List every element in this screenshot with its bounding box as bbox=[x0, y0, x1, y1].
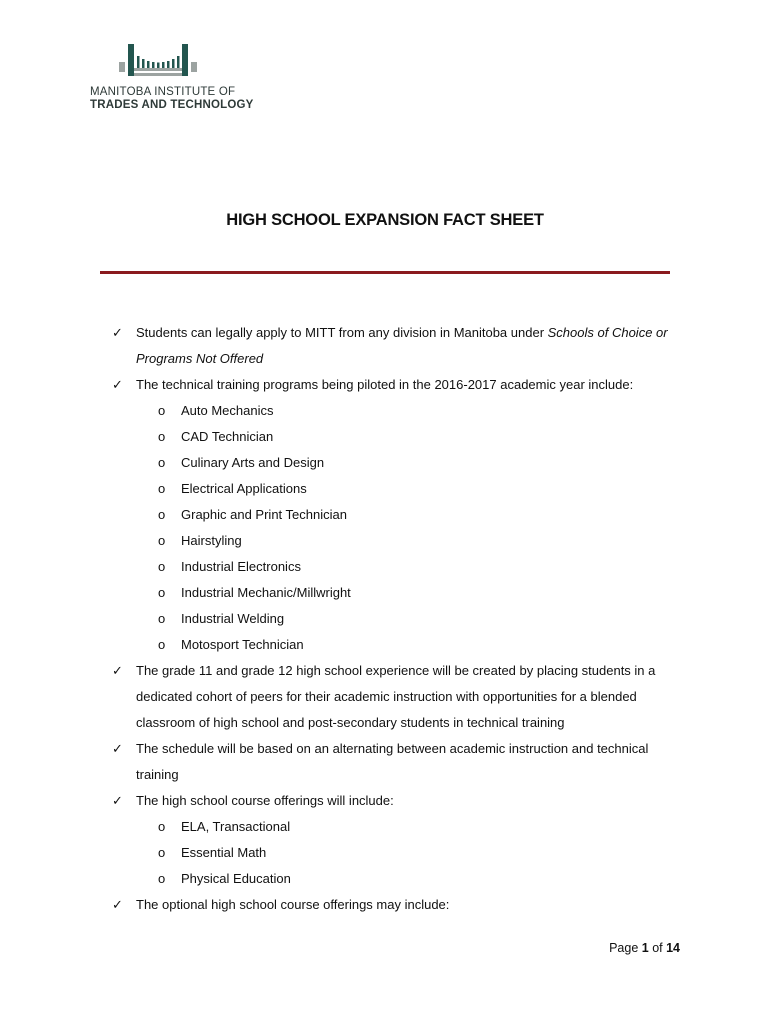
sub-list-item bbox=[0, 528, 770, 554]
fact-list bbox=[0, 320, 770, 918]
checkmark-icon: ✓ bbox=[112, 897, 123, 912]
circle-bullet-icon: o bbox=[158, 611, 166, 626]
circle-bullet-icon: o bbox=[158, 455, 166, 470]
circle-bullet-icon: o bbox=[158, 481, 166, 496]
list-item-text: The optional high school course offerings may include: bbox=[136, 897, 450, 912]
title-divider bbox=[100, 271, 670, 274]
page-footer bbox=[609, 941, 680, 955]
sub-list-item-text: Physical Education bbox=[181, 871, 291, 886]
sub-list-item-text: Motosport Technician bbox=[181, 637, 304, 652]
list-item-text: dedicated cohort of peers for their academic instruction with opportunities for a blended bbox=[136, 689, 637, 704]
page-total: 14 bbox=[666, 941, 680, 955]
circle-bullet-icon: o bbox=[158, 403, 166, 418]
circle-bullet-icon: o bbox=[158, 585, 166, 600]
sub-list-item-text: Industrial Electronics bbox=[181, 559, 301, 574]
page-number: 1 bbox=[641, 941, 649, 955]
list-item-text: The high school course offerings will include: bbox=[136, 793, 394, 808]
sub-list-item-text: Industrial Mechanic/Millwright bbox=[181, 585, 351, 600]
list-item-text: training bbox=[136, 767, 179, 782]
sub-list-item bbox=[0, 424, 770, 450]
circle-bullet-icon: o bbox=[158, 507, 166, 522]
sub-list-item bbox=[0, 606, 770, 632]
sub-list-item-text: Culinary Arts and Design bbox=[181, 455, 325, 470]
list-item bbox=[0, 372, 770, 398]
sub-list-item-text: Electrical Applications bbox=[181, 481, 307, 496]
circle-bullet-icon: o bbox=[158, 819, 166, 834]
list-item-italic: Schools of Choice or bbox=[547, 325, 668, 340]
list-item-continuation bbox=[0, 346, 770, 372]
checkmark-icon: ✓ bbox=[112, 663, 123, 678]
sub-list-item bbox=[0, 502, 770, 528]
sub-list-item-text: Industrial Welding bbox=[181, 611, 285, 626]
list-item bbox=[0, 892, 770, 918]
logo-text-line1: MANITOBA INSTITUTE OF bbox=[90, 86, 236, 98]
list-item-text: The technical training programs being piloted in the 2016-2017 academic year include: bbox=[136, 377, 634, 392]
list-item-continuation bbox=[0, 762, 770, 788]
list-item-text: The grade 11 and grade 12 high school experience will be created by placing students in a bbox=[136, 663, 656, 678]
sub-list-item bbox=[0, 450, 770, 476]
sub-list-item-text: Graphic and Print Technician bbox=[181, 507, 347, 522]
sub-list-item-text: ELA, Transactional bbox=[181, 819, 291, 834]
circle-bullet-icon: o bbox=[158, 533, 166, 548]
list-item-text: The schedule will be based on an alternating between academic instruction and technical bbox=[136, 741, 649, 756]
list-item-text: classroom of high school and post-secondary students in technical training bbox=[136, 715, 565, 730]
sub-list-item bbox=[0, 554, 770, 580]
sub-list-item bbox=[0, 476, 770, 502]
sub-list-item bbox=[0, 580, 770, 606]
circle-bullet-icon: o bbox=[158, 871, 166, 886]
sub-list-item-text: Auto Mechanics bbox=[181, 403, 274, 418]
sub-list-item-text: CAD Technician bbox=[181, 429, 274, 444]
checkmark-icon: ✓ bbox=[112, 377, 123, 392]
mitt-logo bbox=[90, 42, 254, 111]
page-label: Page bbox=[609, 941, 642, 955]
list-item-text: Programs Not Offered bbox=[136, 351, 264, 366]
sub-list-item bbox=[0, 814, 770, 840]
checkmark-icon: ✓ bbox=[112, 741, 123, 756]
sub-list-item-text: Hairstyling bbox=[181, 533, 242, 548]
checkmark-icon: ✓ bbox=[112, 793, 123, 808]
logo-text-line2: TRADES AND TECHNOLOGY bbox=[90, 99, 254, 111]
circle-bullet-icon: o bbox=[158, 559, 166, 574]
sub-list-item bbox=[0, 398, 770, 424]
list-item-text: Students can legally apply to MITT from any division in Manitoba under bbox=[136, 325, 548, 340]
circle-bullet-icon: o bbox=[158, 845, 166, 860]
list-item bbox=[0, 658, 770, 684]
checkmark-icon: ✓ bbox=[112, 325, 123, 340]
circle-bullet-icon: o bbox=[158, 637, 166, 652]
list-item-continuation bbox=[0, 710, 770, 736]
bridge-logo-icon bbox=[116, 42, 200, 78]
sub-list-item-text: Essential Math bbox=[181, 845, 267, 860]
sub-list-item bbox=[0, 840, 770, 866]
page-title: HIGH SCHOOL EXPANSION FACT SHEET bbox=[226, 211, 544, 229]
list-item bbox=[0, 736, 770, 762]
list-item bbox=[0, 788, 770, 814]
sub-list-item bbox=[0, 866, 770, 892]
page-of: of bbox=[648, 941, 667, 955]
list-item bbox=[0, 320, 770, 346]
list-item-continuation bbox=[0, 684, 770, 710]
circle-bullet-icon: o bbox=[158, 429, 166, 444]
sub-list-item bbox=[0, 632, 770, 658]
